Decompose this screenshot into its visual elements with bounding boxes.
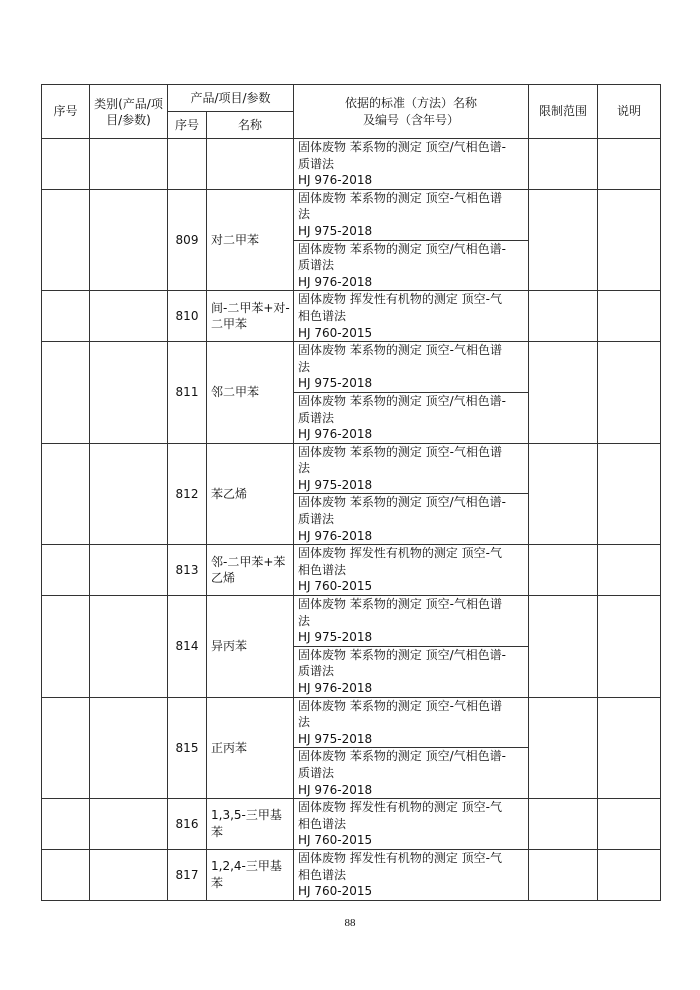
table-row	[42, 189, 661, 240]
cell-item-number: 810	[168, 291, 207, 342]
cell-category	[90, 849, 168, 900]
standard-line: 固体废物 挥发性有机物的测定 顶空-气	[298, 546, 502, 561]
cell-note	[598, 342, 661, 444]
cell-limit	[529, 697, 598, 799]
cell-standard	[294, 443, 529, 494]
standard-line: HJ 975-2018	[298, 630, 373, 645]
cell-limit	[529, 799, 598, 850]
standard-line: 固体废物 挥发性有机物的测定 顶空-气	[298, 800, 502, 815]
standard-line: HJ 976-2018	[298, 173, 373, 188]
header-seq: 序号	[42, 85, 90, 139]
table-row	[42, 799, 661, 850]
cell-item-name: 邻-二甲苯+苯乙烯	[207, 545, 294, 596]
cell-item-name: 邻二甲苯	[207, 342, 294, 444]
cell-item-name	[207, 139, 294, 190]
cell-standard	[294, 392, 529, 443]
standard-line: 固体废物 苯系物的测定 顶空-气相色谱	[298, 343, 502, 358]
standard-line: 相色谱法	[298, 308, 347, 323]
header-limit: 限制范围	[529, 85, 598, 139]
standard-line: 法	[298, 613, 311, 628]
standard-line: HJ 976-2018	[298, 274, 373, 289]
table-row	[42, 291, 661, 342]
cell-seq	[42, 342, 90, 444]
cell-note	[598, 849, 661, 900]
standard-line: HJ 975-2018	[298, 731, 373, 746]
cell-note	[598, 545, 661, 596]
cell-standard	[294, 646, 529, 697]
header-category	[90, 85, 168, 139]
header-sub-seq: 序号	[168, 112, 207, 139]
cell-note	[598, 697, 661, 799]
table-row	[42, 849, 661, 900]
header-note: 说明	[598, 85, 661, 139]
cell-item-number	[168, 139, 207, 190]
standard-line: 固体废物 挥发性有机物的测定 顶空-气	[298, 292, 502, 307]
cell-category	[90, 189, 168, 291]
standard-line: 固体废物 苯系物的测定 顶空-气相色谱	[298, 190, 502, 205]
cell-item-number: 817	[168, 849, 207, 900]
cell-item-number: 814	[168, 596, 207, 698]
standard-line: 法	[298, 715, 311, 730]
cell-standard	[294, 189, 529, 240]
cell-item-name: 1,3,5-三甲基苯	[207, 799, 294, 850]
cell-seq	[42, 596, 90, 698]
cell-seq	[42, 697, 90, 799]
cell-standard	[294, 748, 529, 799]
standard-line: 相色谱法	[298, 562, 347, 577]
cell-category	[90, 342, 168, 444]
cell-limit	[529, 545, 598, 596]
cell-standard	[294, 799, 529, 850]
standard-line: 质谱法	[298, 512, 335, 527]
cell-item-number: 815	[168, 697, 207, 799]
standard-line: 法	[298, 359, 311, 374]
standard-line: 固体废物 苯系物的测定 顶空-气相色谱	[298, 444, 502, 459]
standard-line: HJ 760-2015	[298, 833, 373, 848]
standard-line: 固体废物 苯系物的测定 顶空/气相色谱-	[298, 393, 507, 408]
cell-note	[598, 443, 661, 545]
header-category-text: 类别(产品/项目/参数)	[94, 96, 163, 127]
table-header	[42, 85, 661, 139]
cell-limit	[529, 139, 598, 190]
standard-line: 固体废物 苯系物的测定 顶空/气相色谱-	[298, 241, 507, 256]
standard-line: 固体废物 苯系物的测定 顶空/气相色谱-	[298, 495, 507, 510]
cell-standard	[294, 139, 529, 190]
standard-line: 固体废物 苯系物的测定 顶空/气相色谱-	[298, 140, 507, 154]
cell-seq	[42, 139, 90, 190]
cell-item-name: 正丙苯	[207, 697, 294, 799]
cell-limit	[529, 443, 598, 545]
cell-limit	[529, 342, 598, 444]
cell-category	[90, 596, 168, 698]
cell-item-name: 1,2,4-三甲基苯	[207, 849, 294, 900]
cell-category	[90, 545, 168, 596]
cell-category	[90, 443, 168, 545]
cell-limit	[529, 596, 598, 698]
cell-note	[598, 189, 661, 291]
header-standard-line1: 依据的标准（方法）名称	[344, 95, 477, 110]
cell-limit	[529, 189, 598, 291]
cell-limit	[529, 849, 598, 900]
standard-line: 法	[298, 461, 311, 476]
cell-category	[90, 139, 168, 190]
standard-line: 质谱法	[298, 765, 335, 780]
cell-seq	[42, 443, 90, 545]
standard-line: HJ 975-2018	[298, 477, 373, 492]
standard-line: 固体废物 挥发性有机物的测定 顶空-气	[298, 850, 502, 865]
cell-note	[598, 291, 661, 342]
cell-note	[598, 139, 661, 190]
cell-item-name: 对二甲苯	[207, 189, 294, 291]
cell-item-number: 812	[168, 443, 207, 545]
standard-line: 法	[298, 207, 311, 222]
cell-seq	[42, 291, 90, 342]
cell-item-name: 苯乙烯	[207, 443, 294, 545]
standard-line: 固体废物 苯系物的测定 顶空-气相色谱	[298, 698, 502, 713]
page-number: 88	[344, 917, 356, 929]
table-body	[42, 139, 661, 901]
standards-table	[41, 84, 661, 901]
table-row	[42, 139, 661, 190]
table-row	[42, 443, 661, 494]
table-row	[42, 545, 661, 596]
header-standard	[294, 85, 529, 139]
standard-line: HJ 760-2015	[298, 579, 373, 594]
table-row	[42, 697, 661, 748]
cell-standard	[294, 494, 529, 545]
standard-line: 固体废物 苯系物的测定 顶空-气相色谱	[298, 597, 502, 612]
cell-seq	[42, 189, 90, 291]
standard-line: HJ 976-2018	[298, 681, 373, 695]
standard-line: 相色谱法	[298, 816, 347, 831]
table-row	[42, 342, 661, 393]
cell-item-number: 811	[168, 342, 207, 444]
standard-line: 固体废物 苯系物的测定 顶空/气相色谱-	[298, 647, 507, 662]
standard-line: HJ 975-2018	[298, 376, 373, 391]
header-standard-line2: 及编号（含年号）	[362, 112, 459, 127]
standard-line: HJ 760-2015	[298, 884, 373, 899]
header-product-group: 产品/项目/参数	[168, 85, 294, 112]
cell-category	[90, 697, 168, 799]
standard-line: 质谱法	[298, 664, 335, 679]
cell-seq	[42, 799, 90, 850]
cell-category	[90, 799, 168, 850]
cell-seq	[42, 545, 90, 596]
standard-line: HJ 976-2018	[298, 427, 373, 442]
cell-seq	[42, 849, 90, 900]
cell-item-number: 813	[168, 545, 207, 596]
cell-standard	[294, 545, 529, 596]
cell-standard	[294, 596, 529, 647]
cell-note	[598, 596, 661, 698]
cell-standard	[294, 240, 529, 291]
standard-line: HJ 760-2015	[298, 325, 373, 340]
standard-line: HJ 975-2018	[298, 223, 373, 238]
standard-line: 固体废物 苯系物的测定 顶空/气相色谱-	[298, 749, 507, 764]
cell-limit	[529, 291, 598, 342]
cell-standard	[294, 342, 529, 393]
header-sub-name: 名称	[207, 112, 294, 139]
cell-item-name: 间-二甲苯+对-二甲苯	[207, 291, 294, 342]
standard-line: 质谱法	[298, 410, 335, 425]
cell-item-name: 异丙苯	[207, 596, 294, 698]
cell-note	[598, 799, 661, 850]
standard-line: 质谱法	[298, 258, 335, 273]
cell-standard	[294, 849, 529, 900]
standard-line: HJ 976-2018	[298, 782, 373, 797]
cell-category	[90, 291, 168, 342]
cell-standard	[294, 697, 529, 748]
cell-item-number: 809	[168, 189, 207, 291]
standard-line: HJ 976-2018	[298, 528, 373, 543]
table-row	[42, 596, 661, 647]
standard-line: 质谱法	[298, 156, 335, 171]
cell-standard	[294, 291, 529, 342]
cell-item-number: 816	[168, 799, 207, 850]
standard-line: 相色谱法	[298, 867, 347, 882]
